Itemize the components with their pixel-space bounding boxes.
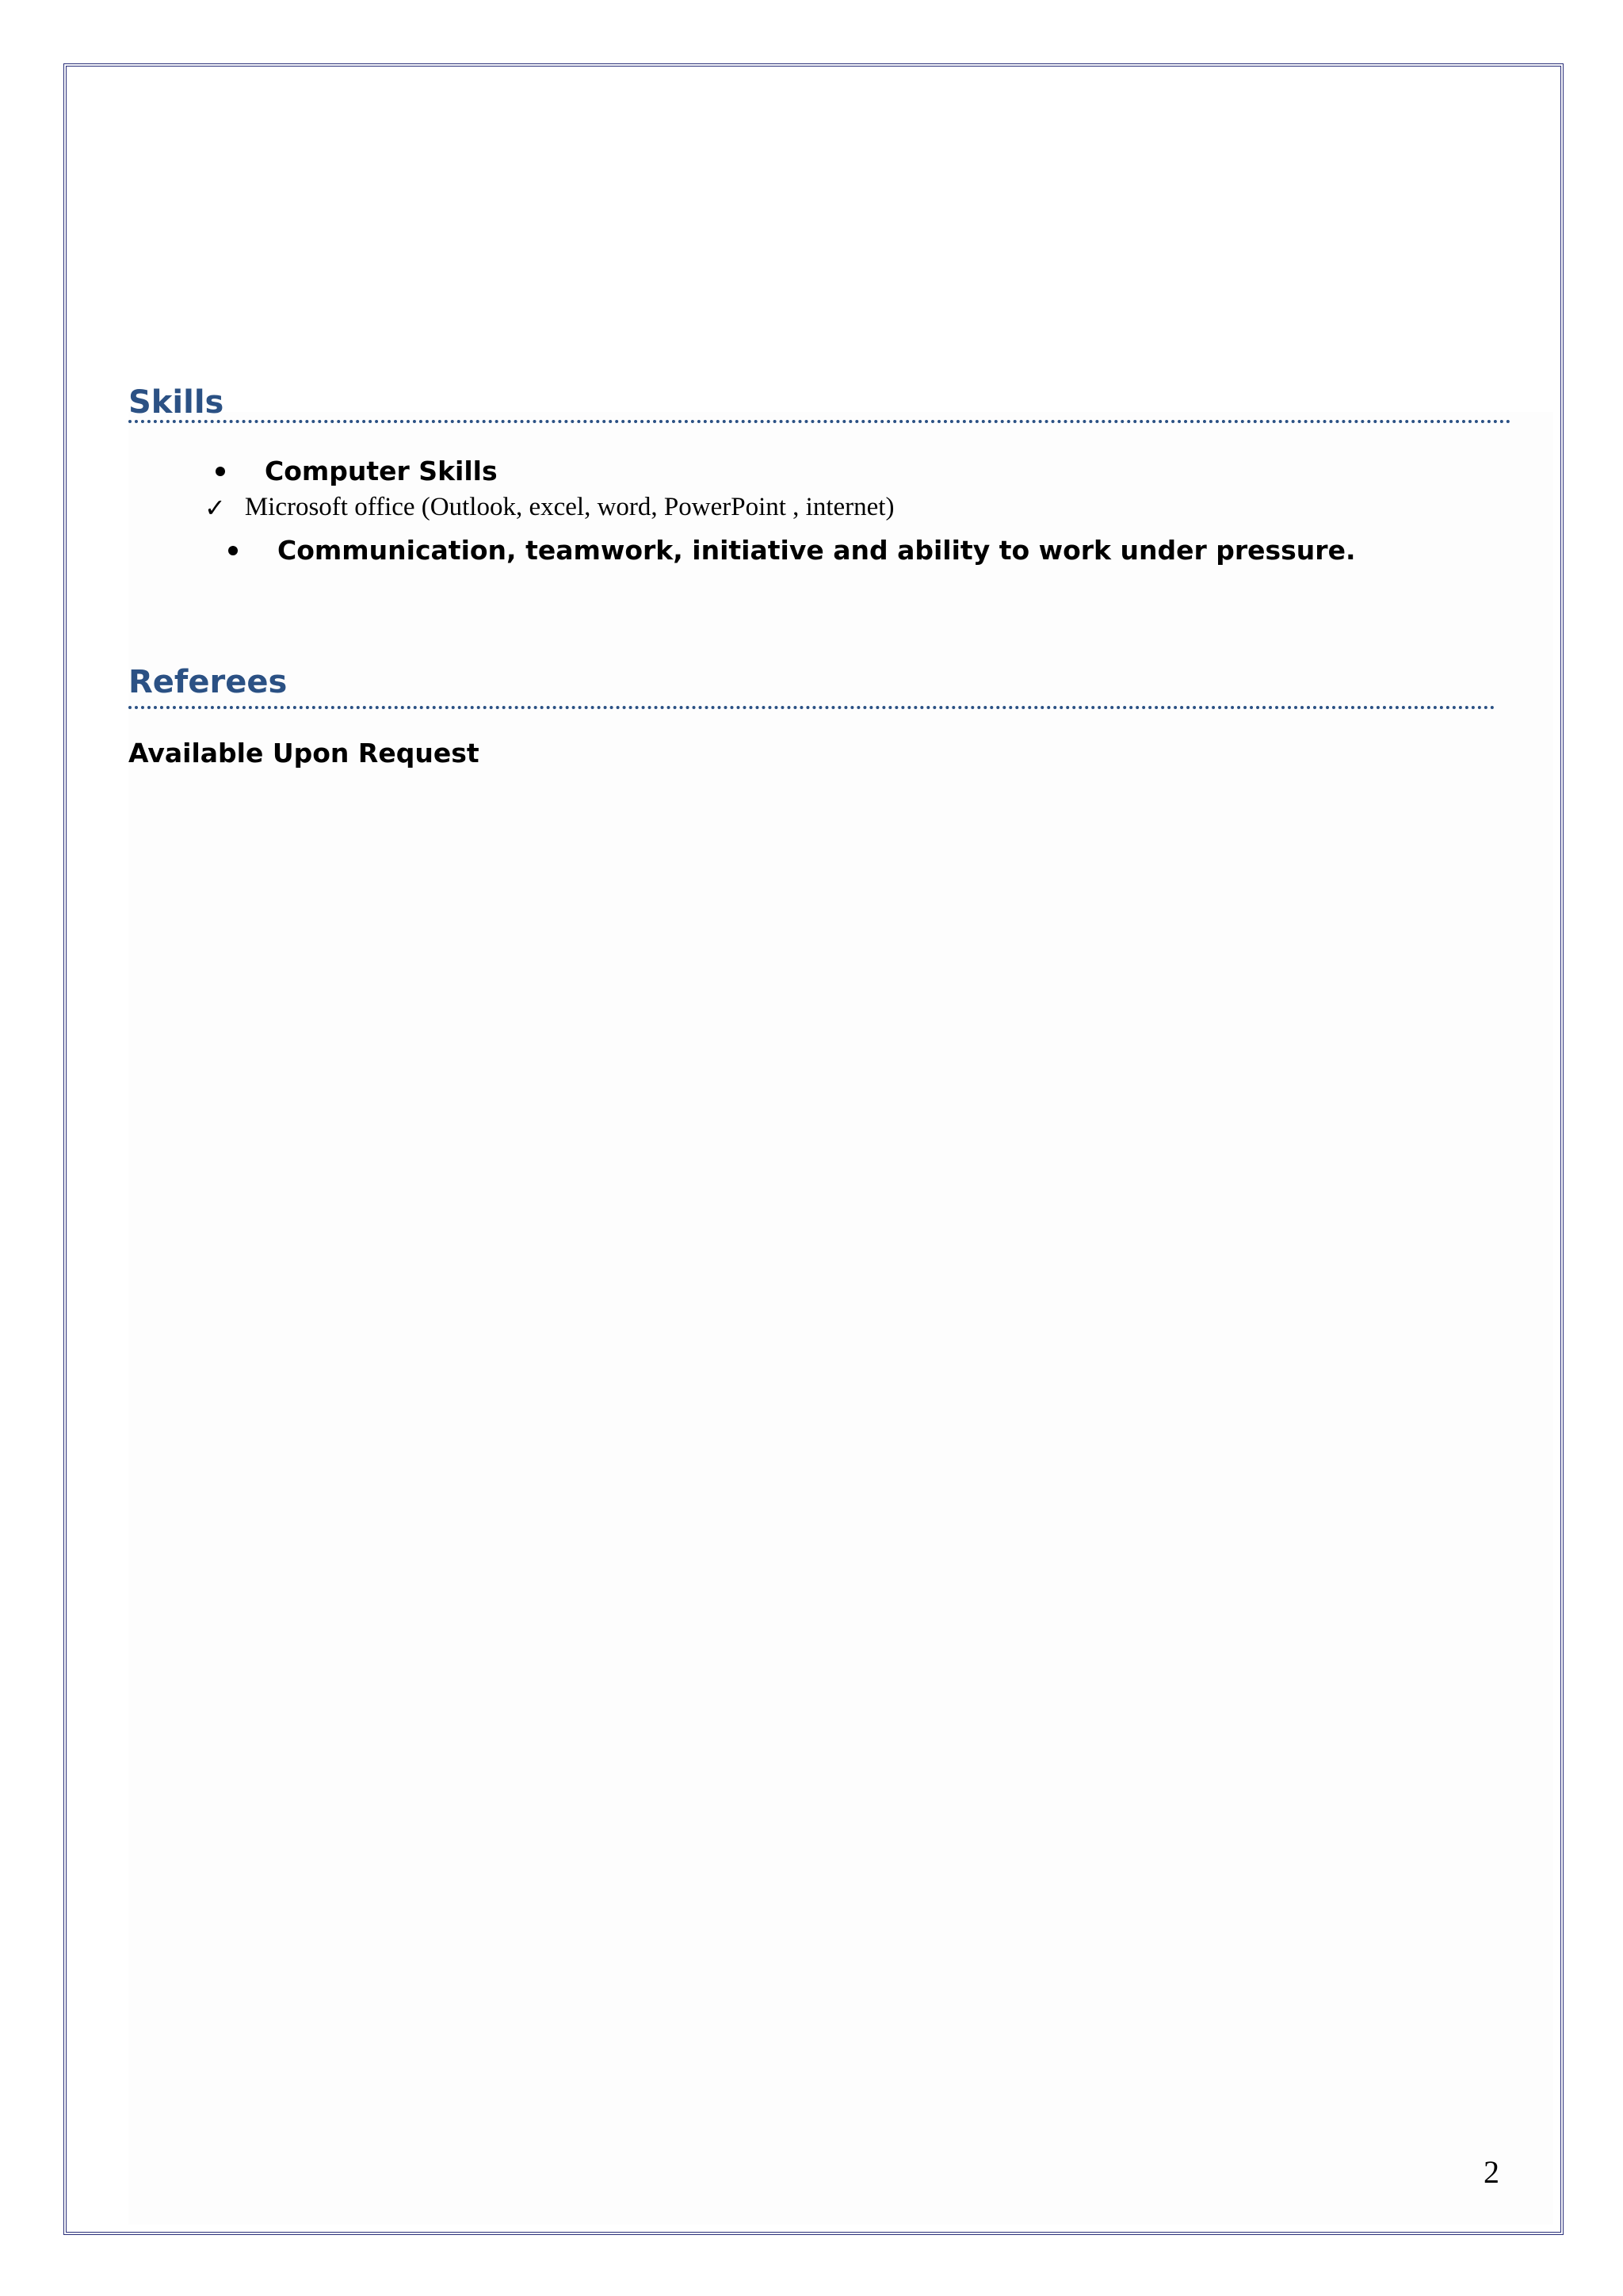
bullet-icon — [228, 546, 238, 555]
skill-item-label: Computer Skills — [265, 456, 498, 486]
bullet-icon — [216, 467, 225, 476]
checkmark-icon: ✓ — [204, 492, 226, 523]
skill-item-label: Microsoft office (Outlook, excel, word, PowerPoint , internet) — [244, 493, 895, 521]
referees-availability-text: Available Upon Request — [128, 738, 479, 769]
skill-item-computer-skills — [216, 458, 498, 484]
skill-item-label: Communication, teamwork, initiative and ability to work under pressure. — [277, 535, 1356, 566]
skill-item-communication — [228, 535, 1356, 566]
skills-heading: Skills — [128, 384, 224, 421]
skill-item-microsoft-office — [204, 494, 894, 521]
page-number: 2 — [1484, 2154, 1499, 2190]
skills-divider — [128, 420, 1511, 423]
page-background — [128, 412, 1553, 2225]
referees-heading: Referees — [128, 664, 288, 700]
referees-divider — [128, 706, 1495, 709]
